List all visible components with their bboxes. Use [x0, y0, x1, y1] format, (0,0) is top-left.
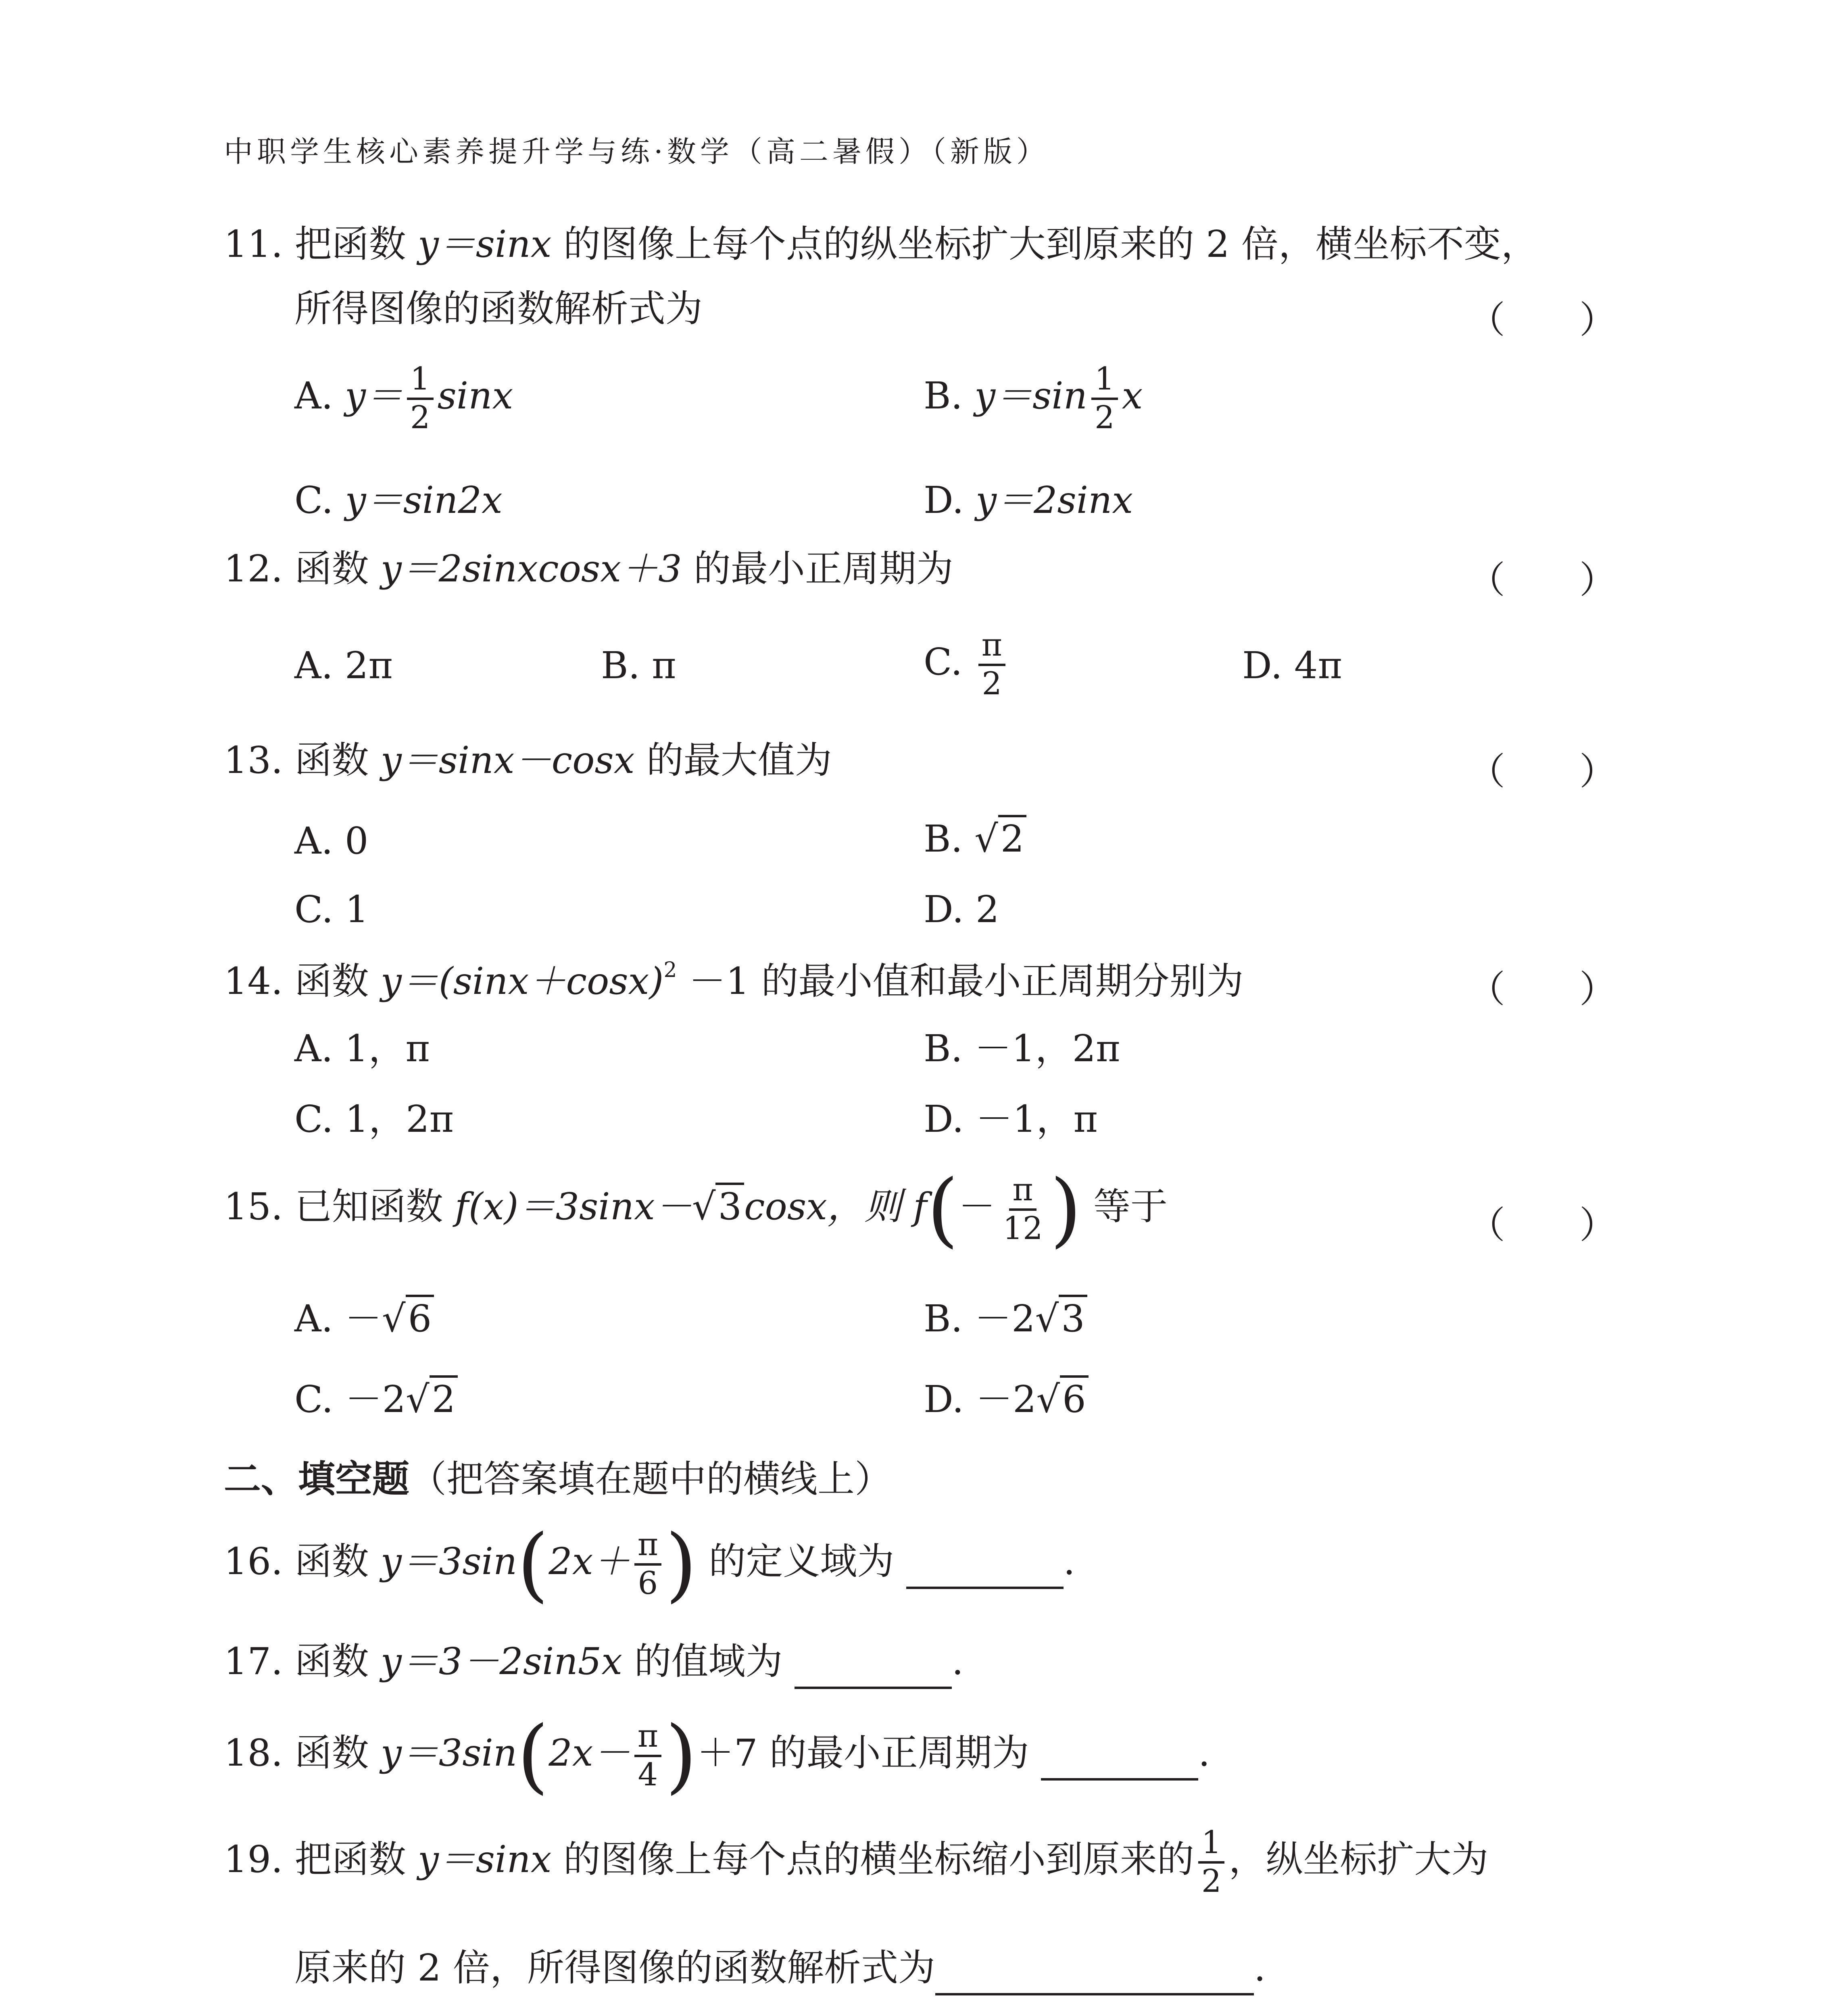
question-13 — [224, 739, 832, 782]
question-15 — [224, 1162, 1168, 1256]
question-number: 18. — [224, 1731, 283, 1774]
answer-paren: （ ） — [1468, 750, 1617, 793]
denominator: 4 — [638, 1757, 658, 1793]
formula: y＝sinx－cosx — [380, 739, 635, 782]
stem-text: 函数 — [294, 960, 369, 1003]
left-paren: ( — [517, 1517, 549, 1611]
answer-paren: （ ） — [1468, 558, 1617, 602]
stem-text: 函数 — [294, 1640, 369, 1683]
numerator: π — [1009, 1174, 1036, 1211]
left-paren: ( — [927, 1162, 959, 1256]
option-a[interactable] — [294, 1297, 434, 1340]
option-b[interactable]: B. －1，2π — [924, 1027, 1120, 1070]
fraction — [978, 629, 1005, 701]
denominator: 2 — [982, 665, 1002, 702]
question-number: 13. — [224, 739, 283, 782]
option-c[interactable] — [924, 629, 1009, 701]
period: . — [1063, 1539, 1075, 1583]
question-11 — [224, 223, 1538, 266]
option-b[interactable]: B. π — [601, 644, 676, 687]
square-root: √3 — [1035, 1300, 1087, 1337]
fraction — [1091, 363, 1118, 435]
answer-blank[interactable] — [795, 1649, 952, 1689]
section-title: 二、填空题 — [224, 1457, 410, 1501]
question-19 — [224, 1826, 1489, 1898]
formula: x — [1122, 374, 1143, 417]
numerator: π — [978, 629, 1005, 666]
option-d[interactable]: D. －1，π — [924, 1098, 1098, 1141]
running-header: 中职学生核心素养提升学与练·数学（高二暑假）（新版） — [224, 135, 1049, 169]
numerator: 1 — [1091, 363, 1118, 400]
radicand: 2 — [998, 815, 1027, 860]
option-b[interactable] — [924, 363, 1143, 435]
fraction — [634, 1720, 661, 1792]
question-number: 15. — [224, 1185, 283, 1228]
formula: y＝sinx — [417, 1837, 552, 1881]
period: . — [1198, 1731, 1210, 1774]
question-number: 11. — [224, 223, 283, 266]
formula: y＝3sin — [380, 1539, 517, 1583]
formula: f(x)＝3sinx－ — [455, 1185, 692, 1228]
section-heading — [224, 1450, 892, 1503]
stem-text: 的最小正周期为 — [693, 547, 953, 590]
stem-text: 函数 — [294, 547, 369, 590]
stem-text: 把函数 — [294, 1837, 406, 1881]
fraction — [1198, 1826, 1225, 1898]
formula: y＝2sinxcosx＋3 — [380, 547, 682, 590]
stem-text: 的最大值为 — [646, 739, 832, 782]
square-root: √2 — [406, 1381, 458, 1418]
period: . — [1254, 1946, 1266, 1989]
formula: y＝3－2sin5x — [380, 1640, 623, 1683]
option-label: C. — [924, 640, 963, 683]
formula: y＝3sin — [380, 1731, 517, 1774]
radicand: 3 — [715, 1183, 744, 1228]
radicand: 6 — [406, 1295, 434, 1340]
option-label: D. －2 — [924, 1378, 1037, 1421]
question-17 — [224, 1640, 964, 1689]
fraction — [999, 1174, 1046, 1245]
stem-text: 的最小正周期为 — [769, 1731, 1029, 1774]
formula: f — [913, 1185, 927, 1228]
formula: cosx，则 — [744, 1185, 902, 1228]
option-label: B. — [924, 374, 963, 417]
option-label: A. — [294, 374, 333, 417]
radicand: 3 — [1059, 1295, 1087, 1340]
square-root: √6 — [1037, 1381, 1089, 1418]
square-root: √2 — [974, 821, 1026, 858]
left-paren: ( — [517, 1709, 549, 1803]
option-d[interactable] — [924, 1378, 1089, 1421]
question-number: 17. — [224, 1640, 283, 1683]
question-14 — [224, 958, 1244, 1003]
option-label: D. — [924, 479, 964, 522]
option-a[interactable]: A. 2π — [294, 644, 393, 687]
stem-text: ，纵坐标扩大为 — [1228, 1837, 1489, 1881]
numerator: 1 — [1198, 1826, 1225, 1864]
formula: 2x＋ — [548, 1539, 630, 1583]
denominator: 2 — [1094, 399, 1115, 436]
formula: y＝ — [344, 374, 403, 417]
stem-text: 等于 — [1093, 1185, 1168, 1228]
answer-blank[interactable] — [1041, 1741, 1198, 1781]
option-a[interactable] — [294, 363, 513, 435]
option-d[interactable]: D. 2 — [924, 888, 999, 931]
stem-text: 函数 — [294, 739, 369, 782]
square-root: √3 — [692, 1188, 744, 1225]
question-number: 14. — [224, 960, 283, 1003]
period: . — [951, 1640, 964, 1683]
right-paren: ) — [1050, 1162, 1082, 1256]
stem-text: 函数 — [294, 1539, 369, 1583]
formula: 2x－ — [548, 1731, 630, 1774]
formula: y＝sin — [974, 374, 1087, 417]
minus-sign: － — [958, 1185, 996, 1228]
denominator: 6 — [638, 1565, 658, 1602]
radicand: 6 — [1060, 1375, 1089, 1421]
option-c[interactable] — [294, 1378, 458, 1421]
formula: y＝(sinx＋cosx) — [380, 960, 664, 1003]
answer-blank[interactable] — [935, 1956, 1254, 1995]
question-12 — [224, 547, 953, 590]
fraction — [634, 1529, 661, 1600]
fraction — [407, 363, 434, 435]
answer-blank[interactable] — [906, 1549, 1064, 1589]
option-c[interactable]: C. 1 — [294, 888, 369, 931]
stem-text: 的定义域为 — [709, 1539, 895, 1583]
option-label: B. — [924, 817, 963, 860]
denominator: 2 — [410, 399, 430, 436]
numerator: 1 — [407, 363, 434, 400]
denominator: 2 — [1201, 1863, 1222, 1899]
option-b[interactable] — [924, 1297, 1087, 1340]
option-c[interactable]: C. 1，2π — [294, 1098, 454, 1141]
stem-text: 原来的 2 倍，所得图像的函数解析式为 — [294, 1946, 936, 1989]
stem-text: －1 的最小值和最小正周期分别为 — [688, 960, 1244, 1003]
question-11-line2: 所得图像的函数解析式为 — [294, 287, 703, 330]
right-paren: ) — [665, 1517, 697, 1611]
numerator: π — [634, 1720, 661, 1757]
option-label: C. — [294, 479, 334, 522]
stem-text: 已知函数 — [294, 1185, 443, 1228]
exponent: 2 — [663, 958, 677, 982]
question-18 — [224, 1709, 1210, 1803]
option-label: B. －2 — [924, 1297, 1035, 1340]
section-note: （把答案填在题中的横线上） — [409, 1458, 892, 1501]
option-label: C. －2 — [294, 1378, 406, 1421]
option-b[interactable] — [924, 817, 1026, 860]
question-16 — [224, 1517, 1075, 1611]
stem-text: 的图像上每个点的横坐标缩小到原来的 — [563, 1837, 1194, 1881]
answer-paren: （ ） — [1468, 298, 1617, 342]
option-label: A. － — [294, 1297, 382, 1340]
denominator: 12 — [1003, 1210, 1043, 1247]
formula: y＝sin2x — [345, 479, 503, 522]
formula: sinx — [437, 374, 513, 417]
formula: y＝2sinx — [975, 479, 1133, 522]
option-d[interactable] — [924, 479, 1133, 522]
option-a[interactable]: A. 1，π — [294, 1027, 430, 1070]
answer-paren: （ ） — [1468, 968, 1617, 1011]
numerator: π — [634, 1529, 661, 1566]
question-number: 16. — [224, 1539, 283, 1583]
option-d[interactable]: D. 4π — [1242, 644, 1342, 687]
formula: y＝sinx — [417, 223, 552, 266]
formula: ＋7 — [697, 1731, 758, 1774]
stem-text: 的值域为 — [634, 1640, 783, 1683]
square-root: √6 — [382, 1300, 434, 1337]
question-number: 12. — [224, 547, 283, 590]
option-c[interactable] — [294, 479, 503, 522]
stem-text: 的图像上每个点的纵坐标扩大到原来的 2 倍，横坐标不变， — [563, 223, 1538, 266]
question-number: 19. — [224, 1837, 283, 1881]
answer-paren: （ ） — [1468, 1204, 1617, 1247]
stem-text: 函数 — [294, 1731, 369, 1774]
question-19-line2 — [294, 1946, 1266, 1995]
radicand: 2 — [430, 1375, 458, 1421]
stem-text: 把函数 — [294, 223, 406, 266]
option-a[interactable]: A. 0 — [294, 819, 369, 862]
right-paren: ) — [665, 1709, 697, 1803]
